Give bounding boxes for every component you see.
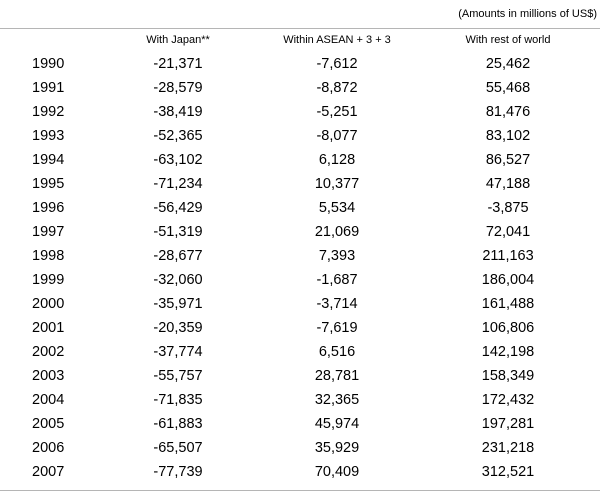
row-year: 2007 bbox=[32, 464, 65, 480]
cell-within-asean: 6,128 bbox=[318, 152, 356, 168]
table-row bbox=[0, 172, 600, 196]
cell-with-japan: -63,102 bbox=[153, 152, 203, 168]
cell-with-japan: -51,319 bbox=[153, 224, 203, 240]
cell-with-japan: -38,419 bbox=[153, 104, 203, 120]
table-row bbox=[0, 340, 600, 364]
table-row bbox=[0, 100, 600, 124]
cell-with-japan: -52,365 bbox=[153, 128, 203, 144]
cell-with-japan: -32,060 bbox=[153, 272, 203, 288]
table-row bbox=[0, 124, 600, 148]
row-year: 2005 bbox=[32, 416, 65, 432]
table-header bbox=[0, 29, 600, 52]
table-row bbox=[0, 52, 600, 76]
cell-rest-of-world: 25,462 bbox=[485, 56, 531, 72]
table-row bbox=[0, 268, 600, 292]
cell-within-asean: -1,687 bbox=[316, 272, 358, 288]
cell-within-asean: 5,534 bbox=[318, 200, 356, 216]
row-year: 2002 bbox=[32, 344, 65, 360]
cell-with-japan: -21,371 bbox=[153, 56, 203, 72]
cell-within-asean: 32,365 bbox=[314, 392, 360, 408]
cell-rest-of-world: 312,521 bbox=[481, 464, 535, 480]
cell-rest-of-world: 106,806 bbox=[481, 320, 535, 336]
cell-with-japan: -28,677 bbox=[153, 248, 203, 264]
cell-rest-of-world: 81,476 bbox=[485, 104, 531, 120]
cell-with-japan: -56,429 bbox=[153, 200, 203, 216]
cell-rest-of-world: 172,432 bbox=[481, 392, 535, 408]
cell-within-asean: -7,612 bbox=[316, 56, 358, 72]
cell-with-japan: -20,359 bbox=[153, 320, 203, 336]
row-year: 1994 bbox=[32, 152, 65, 168]
row-year: 1999 bbox=[32, 272, 65, 288]
row-year: 1996 bbox=[32, 200, 65, 216]
cell-rest-of-world: 55,468 bbox=[485, 80, 531, 96]
table-row bbox=[0, 364, 600, 388]
cell-with-japan: -77,739 bbox=[153, 464, 203, 480]
row-year: 1993 bbox=[32, 128, 65, 144]
cell-with-japan: -61,883 bbox=[153, 416, 203, 432]
cell-within-asean: 7,393 bbox=[318, 248, 356, 264]
table-row bbox=[0, 76, 600, 100]
cell-rest-of-world: 86,527 bbox=[485, 152, 531, 168]
cell-rest-of-world: -3,875 bbox=[487, 200, 529, 216]
cell-within-asean: -8,077 bbox=[316, 128, 358, 144]
cell-within-asean: -8,872 bbox=[316, 80, 358, 96]
cell-with-japan: -35,971 bbox=[153, 296, 203, 312]
cell-with-japan: -37,774 bbox=[153, 344, 203, 360]
table-row bbox=[0, 412, 600, 436]
cell-with-japan: -71,835 bbox=[153, 392, 203, 408]
cell-within-asean: 6,516 bbox=[318, 344, 356, 360]
row-year: 1992 bbox=[32, 104, 65, 120]
cell-with-japan: -55,757 bbox=[153, 368, 203, 384]
column-header-rest-of-world: With rest of world bbox=[465, 34, 551, 46]
row-year: 2006 bbox=[32, 440, 65, 456]
table-row bbox=[0, 388, 600, 412]
row-year: 2001 bbox=[32, 320, 65, 336]
cell-with-japan: -28,579 bbox=[153, 80, 203, 96]
cell-within-asean: 28,781 bbox=[314, 368, 360, 384]
cell-within-asean: -7,619 bbox=[316, 320, 358, 336]
units-note: (Amounts in millions of US$) bbox=[458, 8, 597, 20]
cell-within-asean: 70,409 bbox=[314, 464, 360, 480]
cell-rest-of-world: 142,198 bbox=[481, 344, 535, 360]
cell-rest-of-world: 186,004 bbox=[481, 272, 535, 288]
table-row bbox=[0, 316, 600, 340]
cell-within-asean: 35,929 bbox=[314, 440, 360, 456]
row-year: 1990 bbox=[32, 56, 65, 72]
cell-with-japan: -65,507 bbox=[153, 440, 203, 456]
table-row bbox=[0, 244, 600, 268]
cell-rest-of-world: 47,188 bbox=[485, 176, 531, 192]
row-year: 1997 bbox=[32, 224, 65, 240]
cell-within-asean: -3,714 bbox=[316, 296, 358, 312]
column-header-japan: With Japan** bbox=[146, 34, 210, 46]
table-row bbox=[0, 196, 600, 220]
table-row bbox=[0, 220, 600, 244]
bottom-rule bbox=[0, 490, 600, 491]
row-year: 1995 bbox=[32, 176, 65, 192]
table-row bbox=[0, 292, 600, 316]
table-row bbox=[0, 460, 600, 484]
row-year: 1998 bbox=[32, 248, 65, 264]
row-year: 2003 bbox=[32, 368, 65, 384]
cell-rest-of-world: 211,163 bbox=[482, 248, 534, 264]
row-year: 2004 bbox=[32, 392, 65, 408]
cell-with-japan: -71,234 bbox=[153, 176, 203, 192]
cell-within-asean: 10,377 bbox=[314, 176, 360, 192]
cell-within-asean: 45,974 bbox=[314, 416, 360, 432]
column-header-asean: Within ASEAN + 3 + 3 bbox=[283, 34, 391, 46]
cell-rest-of-world: 161,488 bbox=[481, 296, 535, 312]
table-row bbox=[0, 436, 600, 460]
cell-rest-of-world: 158,349 bbox=[481, 368, 535, 384]
cell-within-asean: 21,069 bbox=[314, 224, 360, 240]
cell-within-asean: -5,251 bbox=[316, 104, 358, 120]
cell-rest-of-world: 197,281 bbox=[481, 416, 535, 432]
cell-rest-of-world: 231,218 bbox=[481, 440, 535, 456]
cell-rest-of-world: 72,041 bbox=[485, 224, 531, 240]
table-body bbox=[0, 52, 600, 484]
row-year: 1991 bbox=[32, 80, 65, 96]
table-row bbox=[0, 148, 600, 172]
row-year: 2000 bbox=[32, 296, 65, 312]
cell-rest-of-world: 83,102 bbox=[485, 128, 531, 144]
